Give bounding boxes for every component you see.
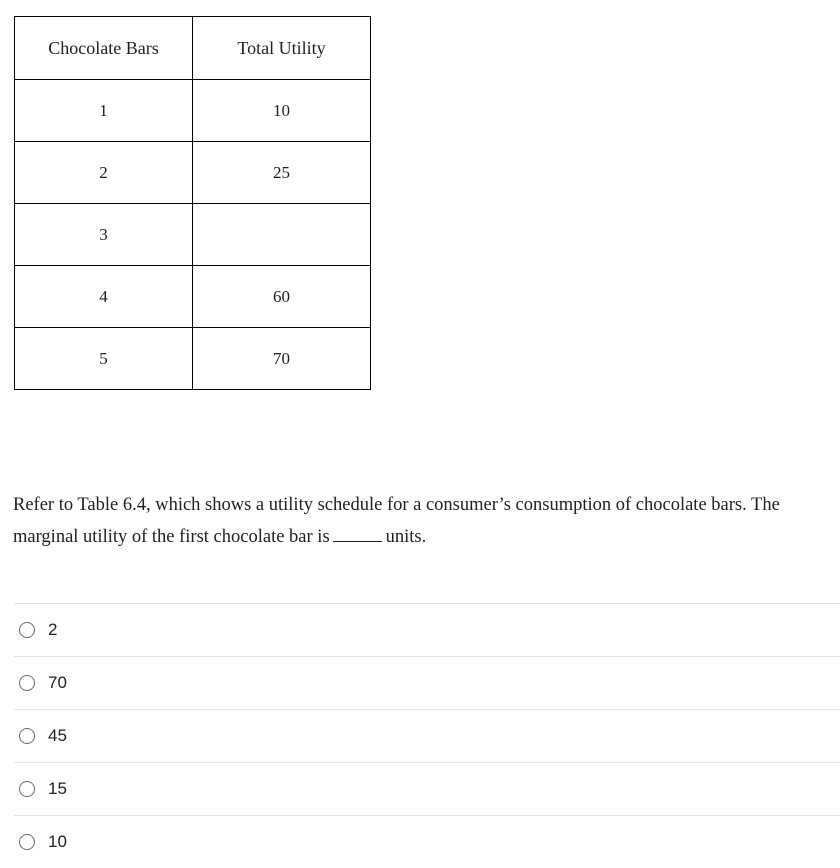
table-cell-bars: 1 [15, 80, 193, 142]
table-row [15, 266, 371, 328]
table-row [15, 328, 371, 390]
radio-button-icon[interactable] [19, 781, 35, 797]
table-cell-bars: 2 [15, 142, 193, 204]
answer-option-label: 70 [48, 673, 67, 692]
radio-button-icon[interactable] [19, 834, 35, 850]
table-cell-bars: 3 [15, 204, 193, 266]
question-text-before: Refer to Table 6.4, which shows a utility schedule for a consumer’s consumption of chocolate bars. The marginal utility of the first chocolate bar is [13, 495, 780, 547]
radio-button-icon[interactable] [19, 675, 35, 691]
answer-option[interactable] [14, 656, 840, 709]
answer-option-label: 2 [48, 620, 58, 639]
utility-table [14, 16, 371, 390]
answer-blank [333, 521, 382, 542]
radio-button-icon[interactable] [19, 728, 35, 744]
answer-option[interactable] [14, 603, 840, 656]
answer-option-label: 15 [48, 779, 67, 798]
table-cell-utility: 60 [193, 266, 371, 328]
column-header-chocolate-bars: Chocolate Bars [15, 17, 193, 80]
column-header-total-utility: Total Utility [193, 17, 371, 80]
answer-option[interactable] [14, 762, 840, 815]
answer-option[interactable] [14, 815, 840, 868]
table-cell-utility: 25 [193, 142, 371, 204]
table-row [15, 80, 371, 142]
question-text [13, 489, 840, 553]
table-cell-bars: 5 [15, 328, 193, 390]
question-text-after: units. [385, 527, 427, 547]
table-cell-bars: 4 [15, 266, 193, 328]
table-cell-utility: 10 [193, 80, 371, 142]
radio-button-icon[interactable] [19, 622, 35, 638]
table-row [15, 204, 371, 266]
table-header-row [15, 17, 371, 80]
table-row [15, 142, 371, 204]
answer-option[interactable] [14, 709, 840, 762]
table-cell-utility: 70 [193, 328, 371, 390]
table-cell-utility [193, 204, 371, 266]
answer-options [14, 603, 840, 868]
answer-option-label: 45 [48, 726, 67, 745]
answer-option-label: 10 [48, 832, 67, 851]
